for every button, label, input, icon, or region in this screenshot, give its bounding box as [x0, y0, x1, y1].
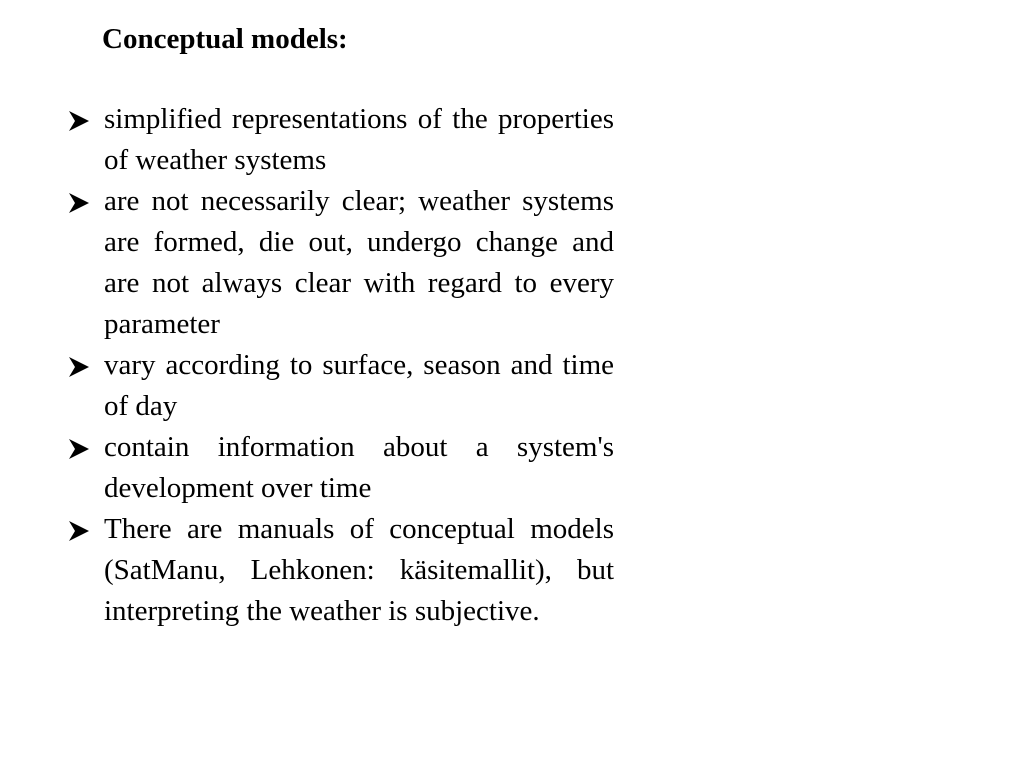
bullet-text: are not necessarily clear; weather systems are formed, die out, undergo change and are not always clear with regard to every parameter: [104, 185, 614, 340]
bullet-text: There are manuals of conceptual models (SatManu, Lehkonen: käsitemallit), but interpreting the weather is subjective.: [104, 513, 614, 627]
arrowhead-bullet-icon: [68, 110, 90, 132]
bullet-text: vary according to surface, season and time of day: [104, 349, 614, 422]
list-item: [66, 99, 614, 181]
list-item: [66, 427, 614, 509]
page-title: Conceptual models:: [102, 23, 348, 55]
arrowhead-bullet-icon: [68, 356, 90, 378]
list-item: [66, 509, 614, 632]
bullet-text: contain information about a system's development over time: [104, 431, 614, 504]
bullet-list: [66, 99, 614, 632]
arrowhead-bullet-icon: [68, 438, 90, 460]
arrowhead-bullet-icon: [68, 520, 90, 542]
arrowhead-bullet-icon: [68, 192, 90, 214]
list-item: [66, 181, 614, 345]
list-item: [66, 345, 614, 427]
bullet-text: simplified representations of the properties of weather systems: [104, 103, 614, 176]
